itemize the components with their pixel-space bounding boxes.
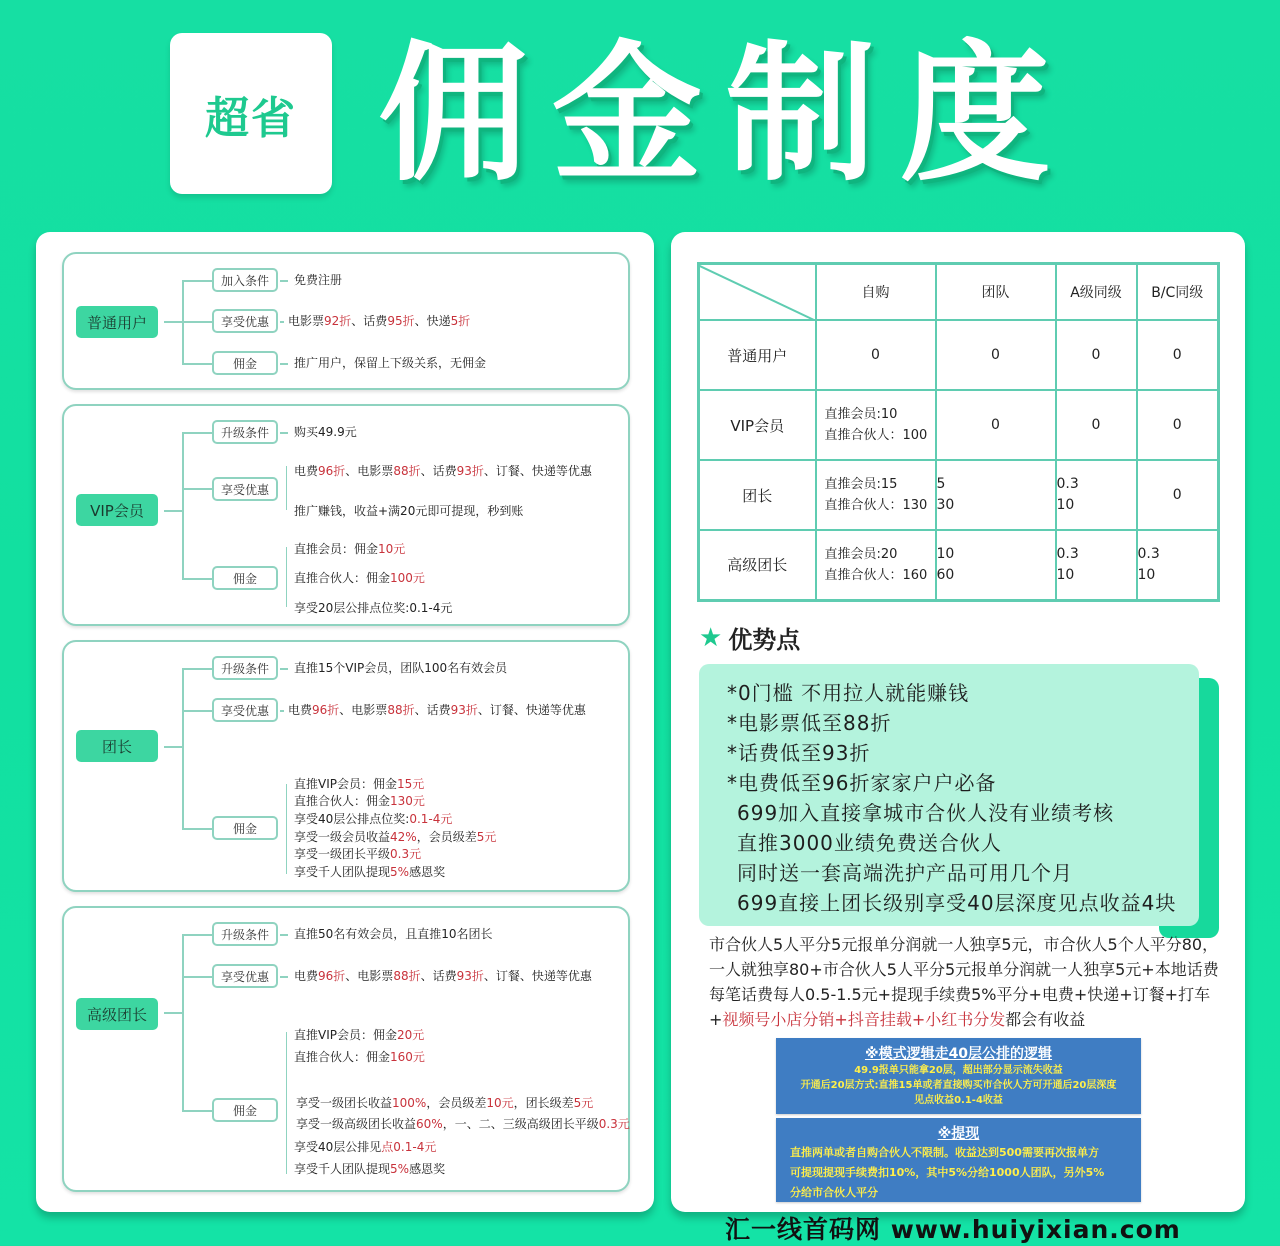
leaf-text xyxy=(294,1161,445,1177)
leaf-text xyxy=(294,660,507,676)
leaf-segment: ，一、二、三级高级团长平级 xyxy=(442,1117,599,1131)
advantages-heading xyxy=(699,620,800,655)
table-cell xyxy=(936,460,1056,530)
highlight-value: 93折 xyxy=(456,969,484,983)
advantage-item: *话费低至93折 xyxy=(727,741,871,765)
highlight-value: 95折 xyxy=(387,314,415,328)
table-cell xyxy=(1056,460,1137,530)
leaf-text xyxy=(294,811,452,827)
info-box-line: 49.9报单只能拿20层，超出部分显示流失收益 xyxy=(854,1065,1063,1076)
leaf-segment: 免费注册 xyxy=(294,273,343,287)
leaf-segment: 直推合伙人：佣金 xyxy=(294,571,391,585)
star-icon: ★ xyxy=(699,622,723,653)
leaf-text xyxy=(288,313,470,329)
table-row xyxy=(699,460,1219,530)
tier-block-team-leader xyxy=(62,640,630,892)
column-header: 团队 xyxy=(936,264,1056,321)
leaf-segment: 、电影票 xyxy=(345,464,394,478)
cell-line: 0 xyxy=(1091,347,1101,363)
description-text: 市合伙人5人平分5元报单分润就一人独享5元，市合伙人5个人平分80，一人就独享80+市合伙人5人平分5元报单分润就一人独享5元+本地话费每笔话费每人0.5-1.5元+提现手续费5%平分+电费+快递+订餐+打车+ xyxy=(709,935,1219,1029)
cell-line: 0 xyxy=(1091,417,1101,433)
leaf-segment: 电费 xyxy=(288,703,313,717)
cell-line: 10 xyxy=(1056,566,1075,583)
leaf-text xyxy=(288,702,586,718)
highlight-value: 5元 xyxy=(573,1096,594,1110)
row-header: VIP会员 xyxy=(699,390,816,460)
leaf-text xyxy=(294,1049,425,1065)
tier-badge: 团长 xyxy=(76,730,158,762)
advantages-title: 优势点 xyxy=(728,626,801,654)
leaf-segment: 直推15个VIP会员，团队100名有效会员 xyxy=(294,661,508,675)
description-highlight: 视频号小店分销+抖音挂载+小红书分发 xyxy=(722,1010,1006,1029)
highlight-value: 15元 xyxy=(397,777,425,791)
leaf-text xyxy=(294,600,452,616)
leaf-segment: 享受40层公排点位奖: xyxy=(294,812,410,826)
category-upgrade-condition: 升级条件 xyxy=(212,922,278,946)
highlight-value: 93折 xyxy=(456,464,484,478)
highlight-value: 5% xyxy=(390,865,410,879)
cell-line: 0.3 xyxy=(1056,545,1079,562)
table-row xyxy=(699,530,1219,600)
highlight-value: 5% xyxy=(390,1162,410,1176)
table-cell xyxy=(816,390,936,460)
leaf-segment: 享受一级团长收益 xyxy=(296,1096,393,1110)
cell-line: 直推会员:20 xyxy=(824,546,898,562)
earnings-description xyxy=(709,932,1219,1032)
leaf-segment: ，团长级差 xyxy=(513,1096,574,1110)
table-cell xyxy=(1056,390,1137,460)
cell-line: 0.3 xyxy=(1056,476,1079,492)
leaf-text xyxy=(294,355,486,371)
cell-line: 0 xyxy=(991,347,1000,363)
table-cell xyxy=(936,390,1056,460)
category-upgrade-condition: 升级条件 xyxy=(212,656,278,680)
category-benefits: 享受优惠 xyxy=(212,964,278,988)
cell-line: 直推合伙人：160 xyxy=(824,567,928,583)
highlight-value: 0.3元 xyxy=(390,847,422,861)
leaf-segment: 电影票 xyxy=(288,314,325,328)
leaf-segment: ，会员级差 xyxy=(416,830,477,844)
row-header: 团长 xyxy=(699,460,816,530)
advantage-item: *电影票低至88折 xyxy=(727,711,892,735)
info-box-withdrawal xyxy=(776,1118,1141,1202)
commission-table xyxy=(697,262,1220,602)
table-cell xyxy=(1137,530,1219,600)
leaf-segment: 感恩奖 xyxy=(409,865,446,879)
cell-line: 直推会员:10 xyxy=(824,407,898,422)
logo-badge xyxy=(170,33,332,194)
leaf-segment: 直推50名有效会员，且直推10名团长 xyxy=(294,927,493,941)
leaf-segment: 、话费 xyxy=(420,969,457,983)
advantage-item: *0门槛 不用拉人就能赚钱 xyxy=(727,681,970,705)
leaf-text xyxy=(294,463,592,479)
highlight-value: 10元 xyxy=(486,1096,514,1110)
cell-line: 0 xyxy=(1172,487,1182,503)
cell-line: 5 xyxy=(936,476,946,492)
highlight-value: 10元 xyxy=(378,542,406,556)
cell-line: 直推会员:15 xyxy=(824,477,898,492)
table-cell xyxy=(1137,320,1219,390)
category-benefits: 享受优惠 xyxy=(212,477,278,501)
leaf-segment: 购买49.9元 xyxy=(294,425,357,439)
leaf-segment: 享受千人团队提现 xyxy=(294,865,391,879)
cell-line: 0 xyxy=(1172,347,1182,363)
cell-line: 0 xyxy=(1172,417,1182,433)
leaf-segment: 电费 xyxy=(294,464,319,478)
leaf-segment: 、电影票 xyxy=(345,969,394,983)
leaf-text xyxy=(294,846,421,862)
leaf-text xyxy=(294,926,493,942)
cell-line: 30 xyxy=(936,497,955,513)
highlight-value: 5元 xyxy=(476,830,497,844)
table-cell xyxy=(816,530,936,600)
leaf-segment: 直推会员：佣金 xyxy=(294,542,379,556)
leaf-segment: 享受千人团队提现 xyxy=(294,1162,391,1176)
table-row xyxy=(699,390,1219,460)
table-corner-cell xyxy=(699,264,816,321)
info-box-line: 开通后20层方式:直推15单或者直接购买市合伙人方可开通后20层深度 xyxy=(800,1080,1117,1091)
leaf-segment: 享受一级团长平级 xyxy=(294,847,391,861)
category-join-condition: 加入条件 xyxy=(212,268,278,292)
highlight-value: 100% xyxy=(392,1096,427,1110)
highlight-value: 0.1-4元 xyxy=(409,812,453,826)
category-commission: 佣金 xyxy=(212,566,278,590)
row-header: 高级团长 xyxy=(699,530,816,600)
leaf-segment: 电费 xyxy=(294,969,319,983)
table-cell xyxy=(816,460,936,530)
leaf-text xyxy=(296,1116,630,1132)
table-row xyxy=(699,320,1219,390)
highlight-value: 96折 xyxy=(318,969,346,983)
leaf-text xyxy=(294,968,592,984)
leaf-segment: 直推VIP会员：佣金 xyxy=(294,1028,397,1042)
leaf-segment: 推广用户，保留上下级关系，无佣金 xyxy=(294,356,487,370)
highlight-value: 42% xyxy=(390,830,417,844)
tier-badge: VIP会员 xyxy=(76,494,158,526)
highlight-value: 60% xyxy=(416,1117,443,1131)
column-header: 自购 xyxy=(816,264,936,321)
leaf-text xyxy=(294,570,425,586)
leaf-text xyxy=(294,864,445,880)
highlight-value: 96折 xyxy=(318,464,346,478)
leaf-text xyxy=(296,1095,593,1111)
leaf-segment: 直推VIP会员：佣金 xyxy=(294,777,397,791)
tier-badge: 高级团长 xyxy=(76,998,158,1030)
leaf-segment: 、话费 xyxy=(351,314,388,328)
advantage-item: 699直接上团长级别享受40层深度见点收益4块 xyxy=(737,891,1177,915)
advantage-item: 同时送一套高端洗护产品可用几个月 xyxy=(737,861,1073,885)
cell-line: 0.3 xyxy=(1137,545,1160,562)
leaf-segment: 、订餐、快递等优惠 xyxy=(483,464,592,478)
leaf-segment: 直推合伙人：佣金 xyxy=(294,1050,391,1064)
highlight-value: 96折 xyxy=(312,703,340,717)
cell-line: 直推合伙人：130 xyxy=(824,498,928,513)
leaf-segment: 、订餐、快递等优惠 xyxy=(477,703,586,717)
leaf-text xyxy=(294,424,357,440)
leaf-segment: 、话费 xyxy=(420,464,457,478)
cell-line: 10 xyxy=(1137,566,1156,583)
tier-block-regular-user xyxy=(62,252,630,390)
advantage-item: *电费低至96折家家户户必备 xyxy=(727,771,997,795)
leaf-text xyxy=(294,541,405,557)
info-box-line: 可提现提现手续费扣10%，其中5%分给1000人团队，另外5% xyxy=(790,1166,1105,1179)
column-header: B/C同级 xyxy=(1137,264,1219,321)
table-cell xyxy=(1056,530,1137,600)
category-commission: 佣金 xyxy=(212,816,278,840)
highlight-value: 88折 xyxy=(393,464,421,478)
leaf-segment: 、电影票 xyxy=(339,703,388,717)
category-commission: 佣金 xyxy=(212,351,278,375)
tier-block-vip-member xyxy=(62,404,630,626)
highlight-value: 88折 xyxy=(393,969,421,983)
table-cell xyxy=(1137,390,1219,460)
highlight-value: 点0.1-4元 xyxy=(381,1140,437,1154)
leaf-text xyxy=(294,829,496,845)
column-header: A级同级 xyxy=(1056,264,1137,321)
info-box-public-ranking xyxy=(776,1038,1141,1114)
leaf-text xyxy=(294,776,424,792)
highlight-value: 0.3元 xyxy=(598,1117,630,1131)
table-cell xyxy=(816,320,936,390)
leaf-segment: 、话费 xyxy=(414,703,451,717)
leaf-segment: 、快递 xyxy=(414,314,451,328)
table-cell xyxy=(936,530,1056,600)
highlight-value: 130元 xyxy=(390,794,425,808)
cell-line: 10 xyxy=(936,545,955,562)
info-box-line: 直推两单或者自购合伙人不限制。收益达到500需要再次报单方 xyxy=(790,1146,1099,1159)
advantage-item: 直推3000业绩免费送合伙人 xyxy=(737,831,1002,855)
row-header: 普通用户 xyxy=(699,320,816,390)
tier-block-senior-team-leader xyxy=(62,906,630,1192)
advantages-card xyxy=(699,664,1199,926)
tier-rules-panel xyxy=(36,232,654,1212)
leaf-segment: 直推合伙人：佣金 xyxy=(294,794,391,808)
info-box-title: ※提现 xyxy=(937,1126,980,1142)
info-box-line: 见点收益0.1-4收益 xyxy=(914,1095,1003,1106)
leaf-segment: 、订餐、快递等优惠 xyxy=(483,969,592,983)
table-cell xyxy=(1056,320,1137,390)
diagonal-divider xyxy=(700,265,814,319)
highlight-value: 88折 xyxy=(387,703,415,717)
highlight-value: 20元 xyxy=(397,1028,425,1042)
highlight-value: 93折 xyxy=(450,703,478,717)
tier-badge: 普通用户 xyxy=(76,306,158,338)
leaf-segment: 感恩奖 xyxy=(409,1162,446,1176)
category-upgrade-condition: 升级条件 xyxy=(212,420,278,444)
table-header-row xyxy=(699,264,1219,321)
leaf-segment: 享受20层公排点位奖:0.1-4元 xyxy=(294,601,453,615)
leaf-text xyxy=(294,793,425,809)
cell-line: 60 xyxy=(936,566,955,583)
leaf-segment: 推广赚钱，收益+满20元即可提现，秒到账 xyxy=(294,504,524,518)
leaf-text xyxy=(294,1139,436,1155)
advantage-item: 699加入直接拿城市合伙人没有业绩考核 xyxy=(737,801,1115,825)
category-benefits: 享受优惠 xyxy=(212,698,278,722)
cell-line: 0 xyxy=(991,417,1000,433)
leaf-segment: ，会员级差 xyxy=(426,1096,487,1110)
highlight-value: 5折 xyxy=(450,314,471,328)
highlight-value: 100元 xyxy=(390,571,425,585)
page-title: 佣金制度 xyxy=(378,28,1075,202)
leaf-segment: 享受一级会员收益 xyxy=(294,830,391,844)
leaf-text xyxy=(294,272,342,288)
info-box-line: 分给市合伙人平分 xyxy=(790,1186,878,1199)
leaf-segment: 享受一级高级团长收益 xyxy=(296,1117,417,1131)
leaf-segment: 享受40层公排见 xyxy=(294,1140,382,1154)
logo-text: 超省 xyxy=(205,92,297,144)
highlight-value: 160元 xyxy=(390,1050,425,1064)
watermark-footer: 汇一线首码网 www.huiyixian.com xyxy=(725,1215,1181,1244)
category-commission: 佣金 xyxy=(212,1098,278,1122)
info-box-title: ※模式逻辑走40层公排的逻辑 xyxy=(864,1046,1053,1062)
leaf-text xyxy=(294,1027,424,1043)
category-benefits: 享受优惠 xyxy=(212,309,278,333)
table-cell xyxy=(936,320,1056,390)
leaf-text xyxy=(294,503,523,519)
description-tail: 都会有收益 xyxy=(1005,1010,1086,1029)
cell-line: 直推合伙人：100 xyxy=(824,428,928,443)
highlight-value: 92折 xyxy=(324,314,352,328)
cell-line: 0 xyxy=(871,347,880,363)
cell-line: 10 xyxy=(1056,497,1075,513)
table-cell xyxy=(1137,460,1219,530)
summary-panel xyxy=(671,232,1245,1212)
